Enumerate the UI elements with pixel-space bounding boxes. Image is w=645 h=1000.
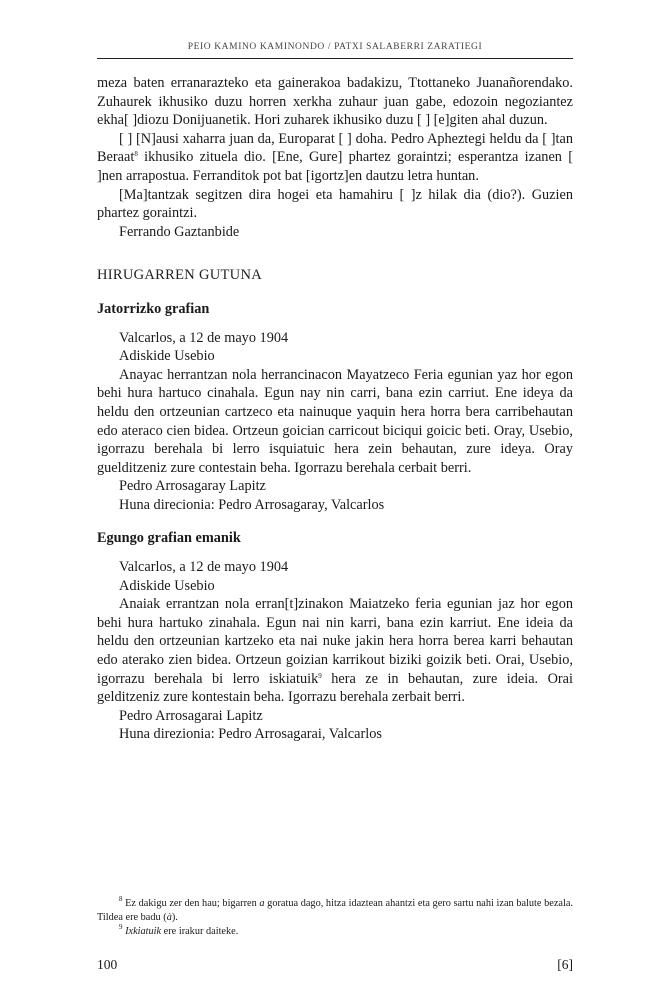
address: Huna direzionia: Pedro Arrosagarai, Valcarlos [119,726,382,743]
signature: Pedro Arrosagarai Lapitz [119,707,263,724]
paragraph: [ ] [N]ausi xaharra juan da, Europarat [ ] doha. Pedro Apheztegi heldu da [ ]tan Beraat$^8$ ikhusiko zituela dio. [Ene, Gure] phartez goraintzi; esperantza izanen [ ]nen arrapostua. Ferranditok pot bat [igortz]en dautzu letra huntan. [97,130,573,184]
subsection-heading: Jatorrizko grafian [97,300,210,317]
subsection-heading: Egungo grafian emanik [97,530,241,547]
letter-body: Anayac herrantzan nola herrancinacon Mayatzeco Feria egunian yaz hor egon behi hura hartuco cinahala. Egun nay nin carri, bana ezin carriut. Ene ideya da heldu den ortzeunian cartzeco eta nainuque yaquin hera horra bera carribehautan edo ateraco cien bidea. Ortzeun goician carricout biciqui goicic beti. Oray, Usebio, igorrazu berehala bi lerro isquiatuic hera zein behautan, zure ideya. Oray guelditzeniz zure contestain beha. Igorrazu berehala cerbait berri. [97,366,573,476]
salutation: Adiskide Usebio [119,348,215,365]
footnote-ref: 9 [318,671,322,680]
footnote-8: $^8$ Ez dakigu zer den hau; bigarren a goratua dago, hitza idaztean ahantzi eta gero sartu nahi izan balute bezala. Tildea ere badu (à). [97,895,573,923]
signature: Pedro Arrosagaray Lapitz [119,478,266,495]
section-title: HIRUGARREN GUTUNA [97,267,262,284]
footnote-ref: 8 [134,150,138,159]
header-rule [97,58,573,59]
place-date: Valcarlos, a 12 de mayo 1904 [119,329,289,346]
page-number: 100 [97,957,118,972]
letter-body: Anaiak errantzan nola erran[t]zinakon Maiatzeko feria egunian jaz hor egon behi hura hartuko zinahala. Egun nai nin karri, bana ezin karriut. Ene ideia da heldu den ortzeunian kartzeko eta nai nuke jakin hera horra berea karri behautan edo aterako zien bidea. Ortzeun goizian karrikout biziki goizik beti. Orai, Usebio, igorrazu berehala bi lerro iskiatuik$^9$ hera ze in behautan, zure ideia. Orai gelditzeniz zure kontestain beha. Igorrazu berehala zerbait berri. [97,596,573,706]
paragraph: meza baten erranarazteko eta gainerakoa badakizu, Ttottaneko Juanañorendako. Zuhaurek ikhusiko duzu horren xerkha zuhaur juan gabe, edozoin negoziantez ekha[ ]diozu Donijuanetik. Hori zuharek ikhusiko duzu [ ] [e]giten ahal duzun. [97,75,573,129]
signature: Ferrando Gaztanbide [119,223,240,240]
footnotes [97,897,573,939]
running-header: PEIO KAMINO KAMINONDO / PATXI SALABERRI ZARATIEGI [187,42,483,52]
section-number: [6] [557,957,573,972]
place-date: Valcarlos, a 12 de mayo 1904 [119,559,289,576]
salutation: Adiskide Usebio [119,577,215,594]
paragraph: [Ma]tantzak segitzen dira hogei eta hamahiru [ ]z hilak dia (dio?). Guzien phartez goraintzi. [97,186,573,222]
address: Huna direcionia: Pedro Arrosagaray, Valcarlos [119,496,385,513]
main-text [97,74,573,744]
footnote-9: $^9$ Ixkiatuik ere irakur daiteke. [119,923,239,937]
